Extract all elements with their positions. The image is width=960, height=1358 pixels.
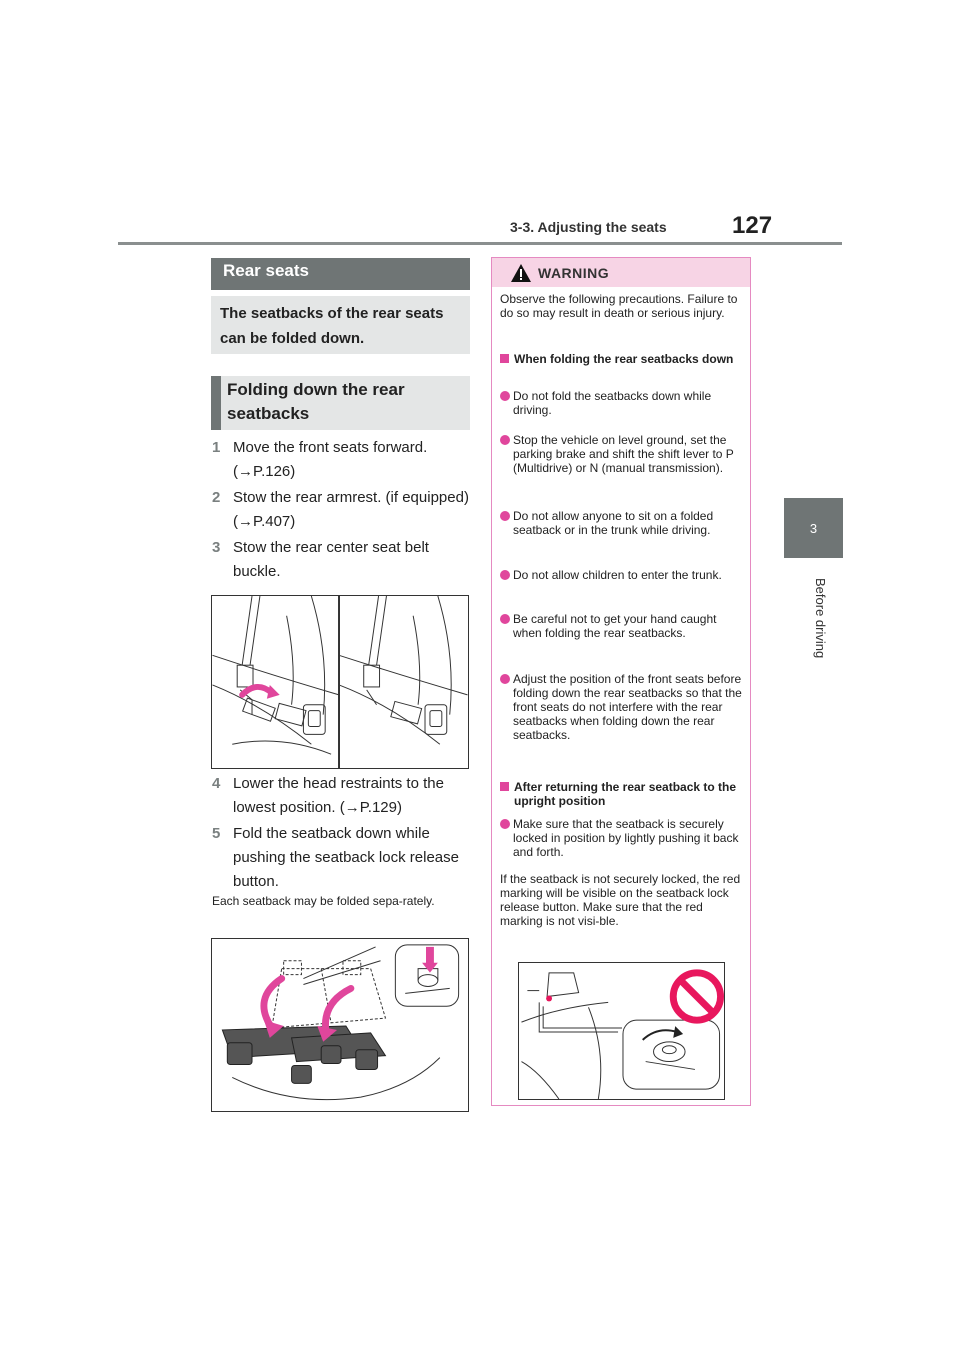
header-section-title: 3-3. Adjusting the seats xyxy=(510,219,667,235)
warning-bullet: Do not fold the seatbacks down while driving. xyxy=(500,389,744,417)
warning-title: WARNING xyxy=(538,264,610,281)
step-number: 1 xyxy=(212,439,221,456)
subsection-title: Folding down the rear seatbacks xyxy=(211,376,470,430)
step-text: Stow the rear armrest. (if equipped) (→P.407) xyxy=(233,489,469,530)
square-bullet-icon xyxy=(500,354,509,363)
warning-triangle-icon xyxy=(510,263,532,283)
step-number: 5 xyxy=(212,825,221,842)
buckle-stow-illustration xyxy=(211,595,469,769)
fold-seatback-drawing xyxy=(212,939,468,1111)
warning-subheading: After returning the rear seatback to the upright position xyxy=(500,780,744,808)
step-5 xyxy=(212,822,470,894)
step-text: Fold the seatback down while pushing the seatback lock release button. xyxy=(233,825,459,890)
bullet-dot-icon xyxy=(500,674,510,684)
bullet-dot-icon xyxy=(500,570,510,580)
bullet-dot-icon xyxy=(500,511,510,521)
warning-closing: If the seatback is not securely locked, the red marking will be visible on the seatback lock release button. Make sure that the red marking is not visi-ble. xyxy=(500,872,741,928)
step-text: Move the front seats forward. (→P.126) xyxy=(233,439,428,480)
step-4 xyxy=(212,772,470,820)
chapter-tab: 3 xyxy=(784,498,843,558)
buckle-stow-drawing xyxy=(212,596,468,768)
warning-box xyxy=(491,257,751,1106)
warning-bullet: Adjust the position of the front seats before folding down the rear seatbacks so that the front seats do not interfere with the rear seatbacks when folding down the rear seatbacks. xyxy=(500,672,744,742)
warning-bullet: Do not allow children to enter the trunk. xyxy=(500,568,744,582)
bullet-dot-icon xyxy=(500,614,510,624)
fold-seatback-illustration xyxy=(211,938,469,1112)
chapter-label: Before driving xyxy=(813,578,828,659)
warning-bullet: Stop the vehicle on level ground, set the parking brake and shift the shift lever to P (Multidrive) or N (manual transmission). xyxy=(500,433,744,475)
bullet-dot-icon xyxy=(500,435,510,445)
section-title: Rear seats xyxy=(211,258,470,290)
header-divider xyxy=(118,242,842,245)
red-marking-drawing xyxy=(519,963,724,1099)
step-number: 2 xyxy=(212,489,221,506)
step-2 xyxy=(212,486,470,534)
warning-subheading: When folding the rear seatbacks down xyxy=(500,352,744,366)
bullet-dot-icon xyxy=(500,819,510,829)
page-number: 127 xyxy=(732,212,773,239)
step-text: Lower the head restraints to the lowest position. (→P.129) xyxy=(233,775,444,816)
warning-bullet: Do not allow anyone to sit on a folded seatback or in the trunk while driving. xyxy=(500,509,744,537)
warning-header xyxy=(492,258,750,287)
step-3 xyxy=(212,536,470,584)
intro-text: The seatbacks of the rear seats can be folded down. xyxy=(211,296,470,354)
note-text: Each seatback may be folded sepa-rately. xyxy=(212,894,435,908)
bullet-dot-icon xyxy=(500,391,510,401)
step-1 xyxy=(212,436,470,484)
step-number: 4 xyxy=(212,775,221,792)
warning-intro: Observe the following precautions. Failure to do so may result in death or serious injury. xyxy=(500,292,738,320)
step-text: Stow the rear center seat belt buckle. xyxy=(233,539,429,580)
warning-bullet: Be careful not to get your hand caught when folding the rear seatbacks. xyxy=(500,612,744,640)
square-bullet-icon xyxy=(500,782,509,791)
red-marking-illustration xyxy=(518,962,725,1100)
warning-bullet: Make sure that the seatback is securely locked in position by lightly pushing it back and forth. xyxy=(500,817,744,859)
step-number: 3 xyxy=(212,539,221,556)
